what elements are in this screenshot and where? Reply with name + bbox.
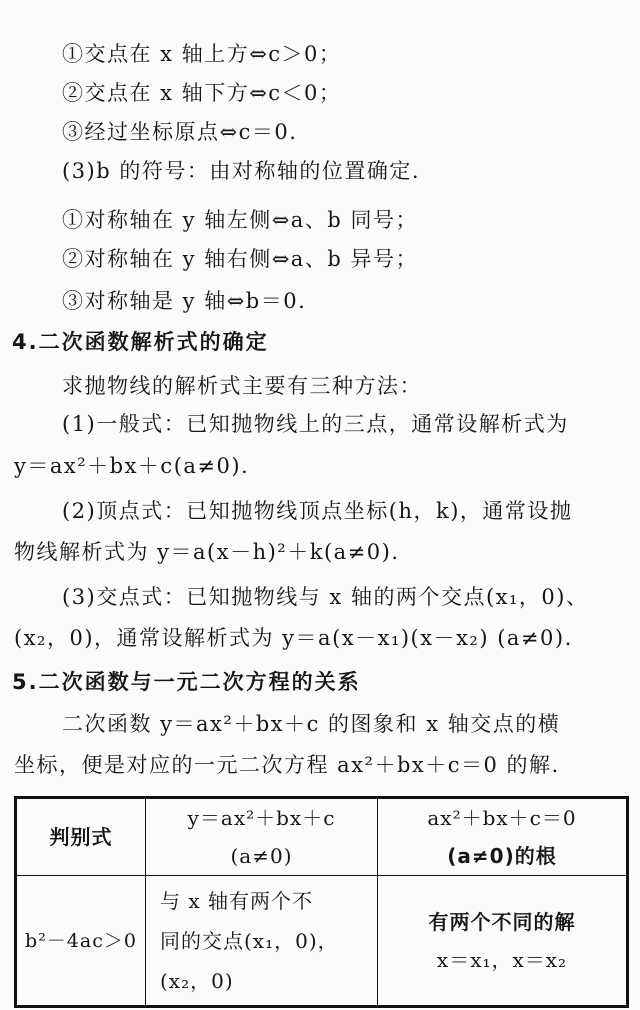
method-intercept-formula: (x₂，0)，通常设解析式为 y＝a(x－x₁)(x－x₂) (a≠0). (14, 626, 573, 650)
header-discriminant: 判别式 (16, 798, 146, 876)
relation-text-1: 二次函数 y＝ax²＋bx＋c 的图象和 x 轴交点的横 (62, 712, 561, 736)
item-c-positive: ①交点在 x 轴上方⇔c＞0； (62, 42, 342, 66)
header-function (146, 798, 378, 876)
item-axis-y: ③对称轴是 y 轴⇔b＝0. (62, 289, 307, 313)
header-equation (378, 798, 628, 876)
section-heading-5: 5.二次函数与一元二次方程的关系 (12, 670, 361, 694)
item-c-zero: ③经过坐标原点⇔c＝0. (62, 120, 298, 144)
row-discriminant: b²－4ac＞0 (16, 876, 146, 1007)
header-equation-roots: (a≠0)的根 (447, 844, 557, 868)
table-header-row (16, 798, 628, 876)
row-roots-line1: 有两个不同的解 (428, 909, 576, 934)
row-intersections (146, 876, 378, 1007)
header-function-formula: y＝ax²＋bx＋c (187, 806, 336, 830)
item-c-negative: ②交点在 x 轴下方⇔c＜0； (62, 81, 342, 105)
method-general: (1)一般式：已知抛物线上的三点，通常设解析式为 (62, 412, 569, 436)
row-intersections-line1: 与 x 轴有两个不 (160, 888, 313, 913)
methods-intro: 求抛物线的解析式主要有三种方法： (62, 374, 422, 398)
relation-text-2: 坐标，便是对应的一元二次方程 ax²＋bx＋c＝0 的解. (14, 753, 560, 777)
row-roots-line2: x＝x₁，x＝x₂ (436, 947, 568, 972)
row-roots (378, 876, 628, 1007)
method-intercept: (3)交点式：已知抛物线与 x 轴的两个交点(x₁，0)、 (62, 585, 589, 609)
header-function-condition: (a≠0) (230, 844, 293, 868)
method-general-formula: y＝ax²＋bx＋c(a≠0). (14, 454, 250, 478)
method-vertex-formula: 物线解析式为 y＝a(x－h)²＋k(a≠0). (14, 540, 400, 564)
method-vertex: (2)顶点式：已知抛物线顶点坐标(h，k)，通常设抛 (62, 499, 573, 523)
b-sign-intro: (3)b 的符号：由对称轴的位置确定. (62, 159, 421, 183)
section-heading-4: 4.二次函数解析式的确定 (12, 330, 269, 354)
header-equation-formula: ax²＋bx＋c＝0 (427, 806, 577, 830)
discriminant-table (14, 796, 629, 1008)
row-intersections-line3: (x₂，0) (160, 968, 234, 993)
item-axis-right: ②对称轴在 y 轴右侧⇔a、b 异号； (62, 247, 418, 271)
item-axis-left: ①对称轴在 y 轴左侧⇔a、b 同号； (62, 208, 418, 232)
row-intersections-line2: 同的交点(x₁，0)， (160, 928, 339, 953)
table-row (16, 876, 628, 1007)
